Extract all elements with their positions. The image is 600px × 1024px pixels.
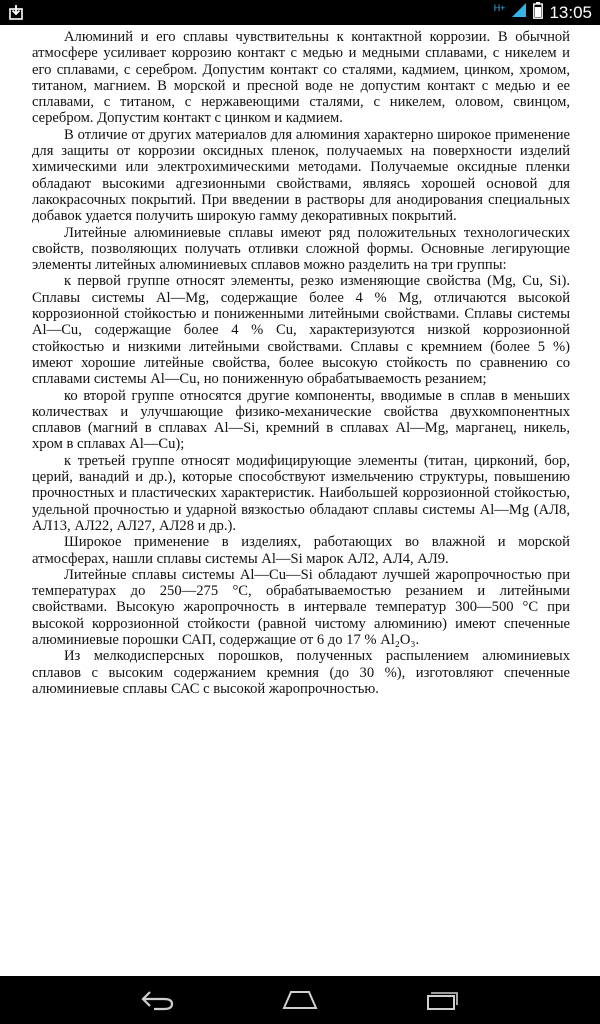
home-button[interactable] [260, 976, 340, 1024]
download-icon [8, 4, 24, 20]
back-icon [140, 989, 176, 1011]
recent-apps-button[interactable] [402, 976, 482, 1024]
paragraph: к первой группе относят элементы, резко изменяющие свойства (Mg, Cu, Si). Сплавы системы Al—Mg, содержащие более 4 % Mg, отличаются высокой коррозионной стойкостью и пониженными литейными свойствами. Сплавы системы Al—Cu, содержащие более 4 % Cu, характеризуются низкой коррозионной стойкостью и низкими литейными свойствами. Сплавы с кремнием (более 5 %) имеют хорошие литейные свойства, более высокую стойкость по сравнению со сплавами системы Al—Cu, но пониженную обрабатываемость резанием; [32, 273, 570, 388]
clock: 13:05 [549, 2, 592, 22]
document-page[interactable] [0, 25, 600, 976]
paragraph: Широкое применение в изделиях, работающих во влажной и морской атмосферах, нашли сплавы системы Al—Si марок АЛ2, АЛ4, АЛ9. [32, 534, 570, 567]
recent-apps-icon [425, 989, 459, 1011]
status-bar [0, 0, 600, 25]
network-type-icon: H+ [493, 3, 506, 13]
paragraph: В отличие от других материалов для алюминия характерно широкое применение для защиты от коррозии оксидных пленок, получаемых на поверхности изделий химическими или электрохимическими методами. Получаемые оксидные пленки обладают высокими адгезионными свойствами, являясь хорошей основой для лакокрасочных покрытий. При введении в растворы для анодирования специальных добавок удается получить широкую гамму декоративных покрытий. [32, 126, 570, 225]
home-icon [281, 990, 319, 1010]
back-button[interactable] [118, 976, 198, 1024]
paragraph: Из мелкодисперсных порошков, полученных распылением алюминиевых сплавов с высоким содержанием кремния (до 30 %), изготовляют спеченные алюминиевые сплавы САС с высокой жаропрочностью. [32, 648, 570, 697]
paragraph: ко второй группе относятся другие компоненты, вводимые в сплав в меньших количествах и улучшающие физико-механические свойства двухкомпонентных сплавов (магний в сплавах Al—Si, кремний в сплавах Al—Mg, марганец, никель, хром в сплавах Al—Cu); [32, 387, 570, 453]
document-text [32, 29, 570, 697]
status-icons [494, 0, 592, 25]
paragraph: Алюминий и его сплавы чувствительны к контактной коррозии. В обычной атмосфере усиливает коррозию контакт с медью и медными сплавами, с никелем и его сплавами, с серебром. Допустим контакт со сталями, кадмием, цинком, хромом, титаном, магнием. В морской и пресной воде не допустим контакт с медью и ее сплавами, с титаном, с нержавеющими сталями, с никелем, оловом, свинцом, серебром. Допустим контакт с цинком и кадмием. [32, 29, 570, 127]
navigation-bar [0, 976, 600, 1024]
battery-icon [533, 2, 543, 24]
signal-icon [511, 2, 527, 23]
paragraph: Литейные сплавы системы Al—Cu—Si обладают лучшей жаропрочностью при температурах до 250—275 °С, обрабатываемостью резанием и литейными свойствами. Высокую жаропрочность в интервале температур 300—500 °С при высокой коррозионной стойкости (равной чистому алюминию) имеют спеченные алюминиевые порошки САП, содержащие от 6 до 17 % Al₂O₃. [32, 566, 570, 648]
paragraph: Литейные алюминиевые сплавы имеют ряд положительных технологических свойств, позволяющих получать отливки сложной формы. Основные легирующие элементы литейных алюминиевых сплавов можно разделить на три группы: [32, 224, 570, 274]
paragraph: к третьей группе относят модифицирующие элементы (титан, цирконий, бор, церий, ванадий и др.), которые способствуют измельчению структуры, повышению прочностных и пластических характеристик. Наибольшей коррозионной стойкостью, удельной прочностью и ударной вязкостью обладают сплавы системы Al—Mg (АЛ8, АЛ13, АЛ22, АЛ27, АЛ28 и др.). [32, 452, 570, 534]
